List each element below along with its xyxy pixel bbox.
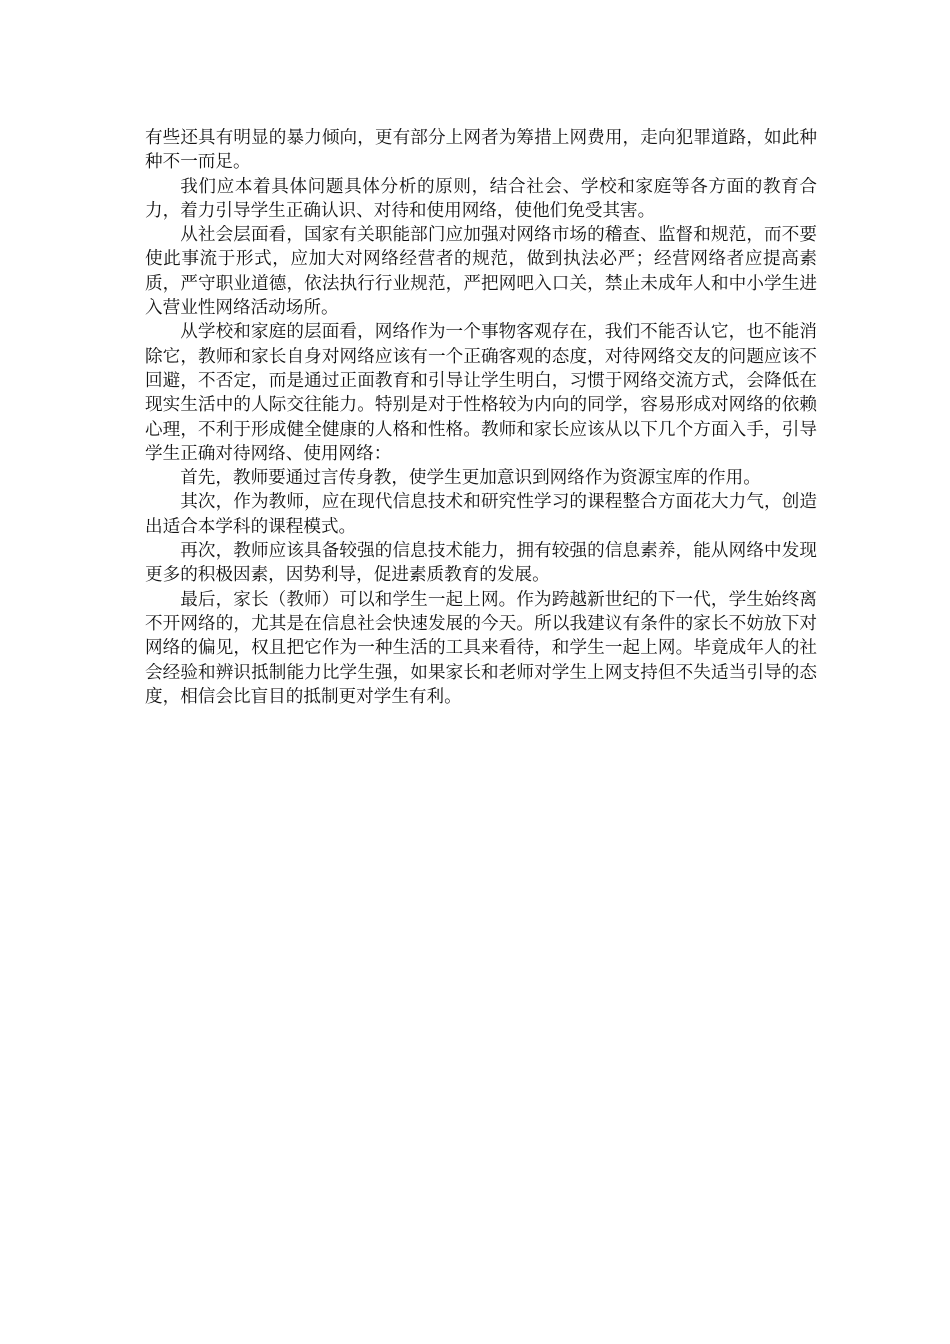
paragraph-continuation: 有些还具有明显的暴力倾向，更有部分上网者为筹措上网费用，走向犯罪道路，如此种种不一而足。 (145, 128, 817, 173)
paragraph-principle: 我们应本着具体问题具体分析的原则，结合社会、学校和家庭等各方面的教育合力，着力引导学生正确认识、对待和使用网络，使他们免受其害。 (145, 176, 817, 221)
paragraph-second: 其次，作为教师，应在现代信息技术和研究性学习的课程整合方面花大力气，创造出适合本学科的课程模式。 (145, 492, 817, 537)
document-body (145, 126, 817, 709)
paragraph-society-level: 从社会层面看，国家有关职能部门应加强对网络市场的稽查、监督和规范，而不要使此事流于形式，应加大对网络经营者的规范，做到执法必严；经营网络者应提高素质，严守职业道德，依法执行行业规范，严把网吧入口关，禁止未成年人和中小学生进入营业性网络活动场所。 (145, 225, 817, 319)
paragraph-first: 首先，教师要通过言传身教，使学生更加意识到网络作为资源宝库的作用。 (180, 468, 761, 489)
paragraph-school-family-level: 从学校和家庭的层面看，网络作为一个事物客观存在，我们不能否认它，也不能消除它，教师和家长自身对网络应该有一个正确客观的态度，对待网络交友的问题应该不回避，不否定，而是通过正面教育和引导让学生明白，习惯于网络交流方式，会降低在现实生活中的人际交往能力。特别是对于性格较为内向的同学，容易形成对网络的依赖心理，不利于形成健全健康的人格和性格。教师和家长应该从以下几个方面入手，引导学生正确对待网络、使用网络： (145, 322, 817, 464)
paragraph-third: 再次，教师应该具备较强的信息技术能力，拥有较强的信息素养，能从网络中发现更多的积极因素，因势利导，促进素质教育的发展。 (145, 541, 817, 586)
paragraph-last: 最后，家长（教师）可以和学生一起上网。作为跨越新世纪的下一代，学生始终离不开网络的，尤其是在信息社会快速发展的今天。所以我建议有条件的家长不妨放下对网络的偏见，权且把它作为一种生活的工具来看待，和学生一起上网。毕竟成年人的社会经验和辨识抵制能力比学生强，如果家长和老师对学生上网支持但不失适当引导的态度，相信会比盲目的抵制更对学生有利。 (145, 589, 817, 707)
